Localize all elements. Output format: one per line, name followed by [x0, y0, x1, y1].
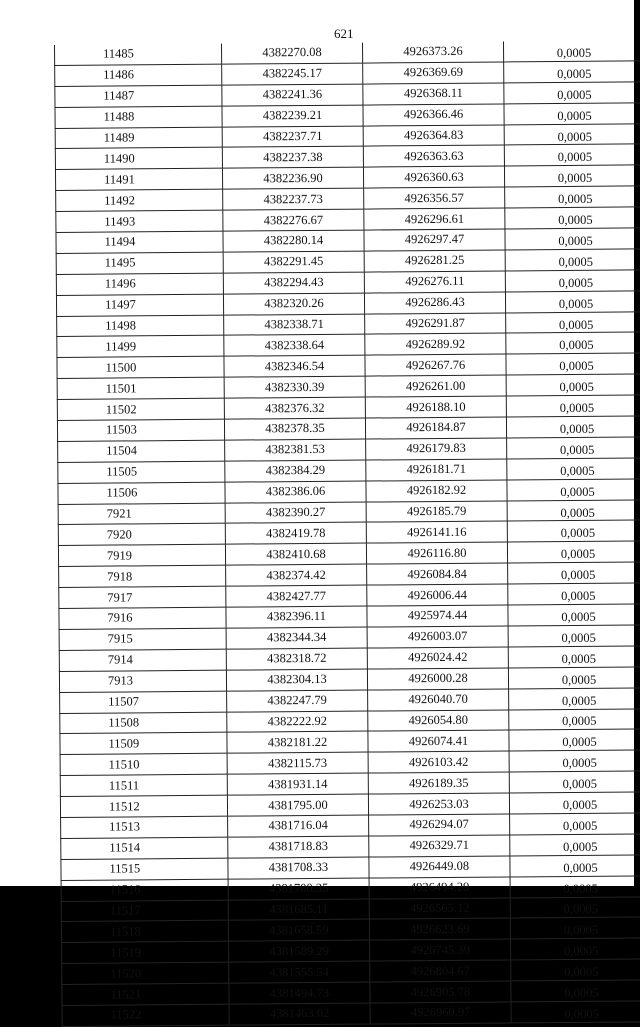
x-coordinate-cell: 4381795.00 [227, 794, 368, 816]
y-coordinate-cell: 4926356.57 [364, 187, 505, 209]
x-coordinate-cell: 4382338.64 [224, 335, 365, 357]
y-coordinate-cell: 4926084.84 [367, 563, 508, 585]
accuracy-cell: 0,0005 [509, 708, 640, 730]
y-coordinate-cell: 4926289.92 [365, 333, 506, 355]
accuracy-cell: 0,0005 [510, 875, 640, 897]
y-coordinate-cell: 4926291.87 [365, 313, 506, 335]
accuracy-cell: 0,0005 [510, 896, 640, 918]
y-coordinate-cell: 4926449.08 [369, 856, 510, 878]
x-coordinate-cell: 4381708.33 [228, 857, 369, 879]
point-number-cell: 11494 [56, 231, 223, 253]
accuracy-cell: 0,0005 [504, 61, 640, 83]
accuracy-cell: 0,0005 [504, 82, 640, 104]
accuracy-cell: 0,0005 [511, 938, 640, 960]
accuracy-cell: 0,0005 [507, 479, 640, 501]
y-coordinate-cell: 4926024.42 [367, 647, 508, 669]
y-coordinate-cell: 4926296.61 [364, 208, 505, 230]
y-coordinate-cell: 4926188.10 [365, 396, 506, 418]
x-coordinate-cell: 4382236.90 [222, 167, 363, 189]
accuracy-cell: 0,0005 [507, 437, 640, 459]
point-number-cell: 11490 [55, 148, 222, 170]
y-coordinate-cell: 4926364.83 [363, 125, 504, 147]
accuracy-cell: 0,0005 [510, 855, 640, 877]
y-coordinate-cell: 4926623.69 [369, 918, 510, 940]
y-coordinate-cell: 4926329.71 [369, 835, 510, 857]
accuracy-cell: 0,0005 [507, 520, 640, 542]
y-coordinate-cell: 4926297.47 [364, 229, 505, 251]
x-coordinate-cell: 4381685.11 [228, 899, 369, 921]
accuracy-cell: 0,0005 [504, 103, 640, 125]
x-coordinate-cell: 4382338.71 [224, 314, 365, 336]
point-number-cell: 11492 [56, 189, 223, 211]
accuracy-cell: 0,0005 [504, 144, 640, 166]
x-coordinate-cell: 4381494.73 [229, 982, 370, 1004]
point-number-cell: 11499 [57, 336, 224, 358]
accuracy-cell: 0,0005 [505, 186, 640, 208]
y-coordinate-cell: 4926054.80 [368, 709, 509, 731]
x-coordinate-cell: 4382222.92 [227, 711, 368, 733]
point-number-cell: 7914 [59, 649, 226, 671]
accuracy-cell: 0,0005 [506, 332, 640, 354]
y-coordinate-cell: 4926040.70 [368, 689, 509, 711]
point-number-cell: 11516 [61, 879, 228, 901]
y-coordinate-cell: 4926253.03 [368, 793, 509, 815]
accuracy-cell: 0,0005 [511, 959, 640, 981]
y-coordinate-cell: 4926003.07 [367, 626, 508, 648]
x-coordinate-cell: 4381658.59 [228, 919, 369, 941]
y-coordinate-cell: 4926184.87 [365, 417, 506, 439]
point-number-cell: 11506 [58, 482, 225, 504]
x-coordinate-cell: 4382245.17 [222, 63, 363, 85]
x-coordinate-cell: 4382270.08 [221, 43, 362, 64]
accuracy-cell: 0,0005 [506, 353, 640, 375]
point-number-cell: 11512 [60, 795, 227, 817]
point-number-cell: 11518 [61, 921, 228, 943]
point-number-cell: 11485 [54, 44, 221, 66]
x-coordinate-cell: 4381463.02 [229, 1003, 370, 1025]
point-number-cell: 11522 [62, 1004, 229, 1026]
accuracy-cell: 0,0005 [503, 40, 640, 61]
x-coordinate-cell: 4382374.42 [226, 564, 367, 586]
accuracy-cell: 0,0005 [508, 604, 640, 626]
x-coordinate-cell: 4382381.53 [225, 439, 366, 461]
point-number-cell: 11511 [60, 774, 227, 796]
accuracy-cell: 0,0005 [510, 917, 640, 939]
y-coordinate-cell: 4926261.00 [365, 375, 506, 397]
y-coordinate-cell: 4926286.43 [364, 292, 505, 314]
point-number-cell: 11498 [57, 315, 224, 337]
accuracy-cell: 0,0005 [509, 792, 640, 814]
x-coordinate-cell: 4382237.71 [222, 126, 363, 148]
x-coordinate-cell: 4382419.78 [225, 523, 366, 545]
y-coordinate-cell: 4926373.26 [362, 41, 503, 62]
x-coordinate-cell: 4382318.72 [226, 648, 367, 670]
y-coordinate-cell: 4926905.78 [370, 981, 511, 1003]
point-number-cell: 11493 [56, 210, 223, 232]
x-coordinate-cell: 4381700.35 [228, 878, 369, 900]
x-coordinate-cell: 4382181.22 [227, 731, 368, 753]
x-coordinate-cell: 4382344.34 [226, 627, 367, 649]
point-number-cell: 11505 [58, 461, 225, 483]
point-number-cell: 11489 [55, 127, 222, 149]
point-number-cell: 11491 [55, 169, 222, 191]
x-coordinate-cell: 4382304.13 [226, 669, 367, 691]
point-number-cell: 7916 [59, 607, 226, 629]
point-number-cell: 11520 [62, 962, 229, 984]
point-number-cell: 11513 [61, 816, 228, 838]
accuracy-cell: 0,0005 [506, 416, 640, 438]
accuracy-cell: 0,0005 [505, 270, 640, 292]
y-coordinate-cell: 4926745.39 [370, 939, 511, 961]
accuracy-cell: 0,0005 [511, 980, 640, 1002]
y-coordinate-cell: 4926006.44 [367, 584, 508, 606]
x-coordinate-cell: 4382330.39 [224, 376, 365, 398]
x-coordinate-cell: 4382239.21 [222, 105, 363, 127]
accuracy-cell: 0,0005 [504, 165, 640, 187]
y-coordinate-cell: 4926116.80 [366, 542, 507, 564]
x-coordinate-cell: 4382378.35 [224, 418, 365, 440]
page-number: 621 [334, 26, 354, 41]
y-coordinate-cell: 4926366.46 [363, 104, 504, 126]
point-number-cell: 11495 [56, 252, 223, 274]
point-number-cell: 11504 [58, 440, 225, 462]
accuracy-cell: 0,0005 [509, 687, 640, 709]
accuracy-cell: 0,0005 [505, 249, 640, 271]
x-coordinate-cell: 4382410.68 [225, 543, 366, 565]
point-number-cell: 11515 [61, 858, 228, 880]
y-coordinate-cell: 4926103.42 [368, 751, 509, 773]
y-coordinate-cell: 4926363.63 [363, 145, 504, 167]
x-coordinate-cell: 4381931.14 [227, 773, 368, 795]
y-coordinate-cell: 4926181.71 [366, 459, 507, 481]
x-coordinate-cell: 4381555.54 [229, 961, 370, 983]
accuracy-cell: 0,0005 [509, 750, 640, 772]
point-number-cell: 11488 [55, 106, 222, 128]
y-coordinate-cell: 4926960.97 [370, 1002, 511, 1024]
x-coordinate-cell: 4382237.73 [223, 188, 364, 210]
y-coordinate-cell: 4926494.29 [369, 877, 510, 899]
y-coordinate-cell: 4926000.28 [367, 668, 508, 690]
accuracy-cell: 0,0005 [507, 541, 640, 563]
point-number-cell: 11500 [57, 357, 224, 379]
x-coordinate-cell: 4382320.26 [223, 293, 364, 315]
point-number-cell: 11487 [55, 85, 222, 107]
point-number-cell: 7919 [58, 545, 225, 567]
x-coordinate-cell: 4382115.73 [227, 752, 368, 774]
accuracy-cell: 0,0005 [511, 1001, 640, 1023]
x-coordinate-cell: 4381718.83 [228, 836, 369, 858]
point-number-cell: 7917 [59, 586, 226, 608]
accuracy-cell: 0,0005 [508, 646, 640, 668]
y-coordinate-cell: 4926565.12 [369, 897, 510, 919]
y-coordinate-cell: 4926804.67 [370, 960, 511, 982]
y-coordinate-cell: 4926179.83 [366, 438, 507, 460]
point-number-cell: 11509 [60, 733, 227, 755]
point-number-cell: 11517 [61, 900, 228, 922]
point-number-cell: 7913 [59, 670, 226, 692]
coordinates-table [54, 40, 640, 1026]
accuracy-cell: 0,0005 [506, 395, 640, 417]
accuracy-cell: 0,0005 [505, 207, 640, 229]
x-coordinate-cell: 4382241.36 [222, 84, 363, 106]
y-coordinate-cell: 4926185.79 [366, 501, 507, 523]
x-coordinate-cell: 4382276.67 [223, 209, 364, 231]
accuracy-cell: 0,0005 [508, 625, 640, 647]
accuracy-cell: 0,0005 [508, 583, 640, 605]
accuracy-cell: 0,0005 [509, 729, 640, 751]
accuracy-cell: 0,0005 [508, 667, 640, 689]
x-coordinate-cell: 4382237.38 [222, 147, 363, 169]
point-number-cell: 11507 [60, 691, 227, 713]
accuracy-cell: 0,0005 [507, 458, 640, 480]
accuracy-cell: 0,0005 [505, 291, 640, 313]
table-row [62, 1001, 640, 1027]
point-number-cell: 11496 [56, 273, 223, 295]
accuracy-cell: 0,0005 [509, 771, 640, 793]
x-coordinate-cell: 4382280.14 [223, 230, 364, 252]
point-number-cell: 11503 [57, 419, 224, 441]
accuracy-cell: 0,0005 [507, 499, 640, 521]
x-coordinate-cell: 4382390.27 [225, 502, 366, 524]
y-coordinate-cell: 4926182.92 [366, 480, 507, 502]
y-coordinate-cell: 4926360.63 [363, 166, 504, 188]
x-coordinate-cell: 4382384.29 [225, 460, 366, 482]
y-coordinate-cell: 4925974.44 [367, 605, 508, 627]
y-coordinate-cell: 4926074.41 [368, 730, 509, 752]
coordinates-table-body [54, 40, 640, 1026]
x-coordinate-cell: 4382346.54 [224, 355, 365, 377]
point-number-cell: 11519 [62, 941, 229, 963]
x-coordinate-cell: 4381589.29 [229, 940, 370, 962]
accuracy-cell: 0,0005 [508, 562, 640, 584]
point-number-cell: 7921 [58, 503, 225, 525]
accuracy-cell: 0,0005 [510, 834, 640, 856]
y-coordinate-cell: 4926368.11 [363, 83, 504, 105]
y-coordinate-cell: 4926189.35 [368, 772, 509, 794]
accuracy-cell: 0,0005 [506, 311, 640, 333]
x-coordinate-cell: 4382376.32 [224, 397, 365, 419]
y-coordinate-cell: 4926267.76 [365, 354, 506, 376]
accuracy-cell: 0,0005 [505, 228, 640, 250]
y-coordinate-cell: 4926369.69 [363, 62, 504, 84]
y-coordinate-cell: 4926276.11 [364, 271, 505, 293]
point-number-cell: 7920 [58, 524, 225, 546]
y-coordinate-cell: 4926281.25 [364, 250, 505, 272]
point-number-cell: 11501 [57, 377, 224, 399]
point-number-cell: 7915 [59, 628, 226, 650]
point-number-cell: 11502 [57, 398, 224, 420]
point-number-cell: 7918 [59, 565, 226, 587]
accuracy-cell: 0,0005 [510, 813, 640, 835]
accuracy-cell: 0,0005 [506, 374, 640, 396]
y-coordinate-cell: 4926294.07 [369, 814, 510, 836]
x-coordinate-cell: 4382396.11 [226, 606, 367, 628]
y-coordinate-cell: 4926141.16 [366, 521, 507, 543]
x-coordinate-cell: 4382386.06 [225, 481, 366, 503]
point-number-cell: 11486 [55, 64, 222, 86]
x-coordinate-cell: 4382247.79 [227, 690, 368, 712]
x-coordinate-cell: 4382427.77 [226, 585, 367, 607]
x-coordinate-cell: 4382291.45 [223, 251, 364, 273]
accuracy-cell: 0,0005 [504, 123, 640, 145]
point-number-cell: 11514 [61, 837, 228, 859]
point-number-cell: 11510 [60, 753, 227, 775]
x-coordinate-cell: 4381716.04 [228, 815, 369, 837]
coordinates-table-wrapper [54, 41, 616, 1022]
x-coordinate-cell: 4382294.43 [223, 272, 364, 294]
point-number-cell: 11508 [60, 712, 227, 734]
point-number-cell: 11497 [56, 294, 223, 316]
point-number-cell: 11521 [62, 983, 229, 1005]
